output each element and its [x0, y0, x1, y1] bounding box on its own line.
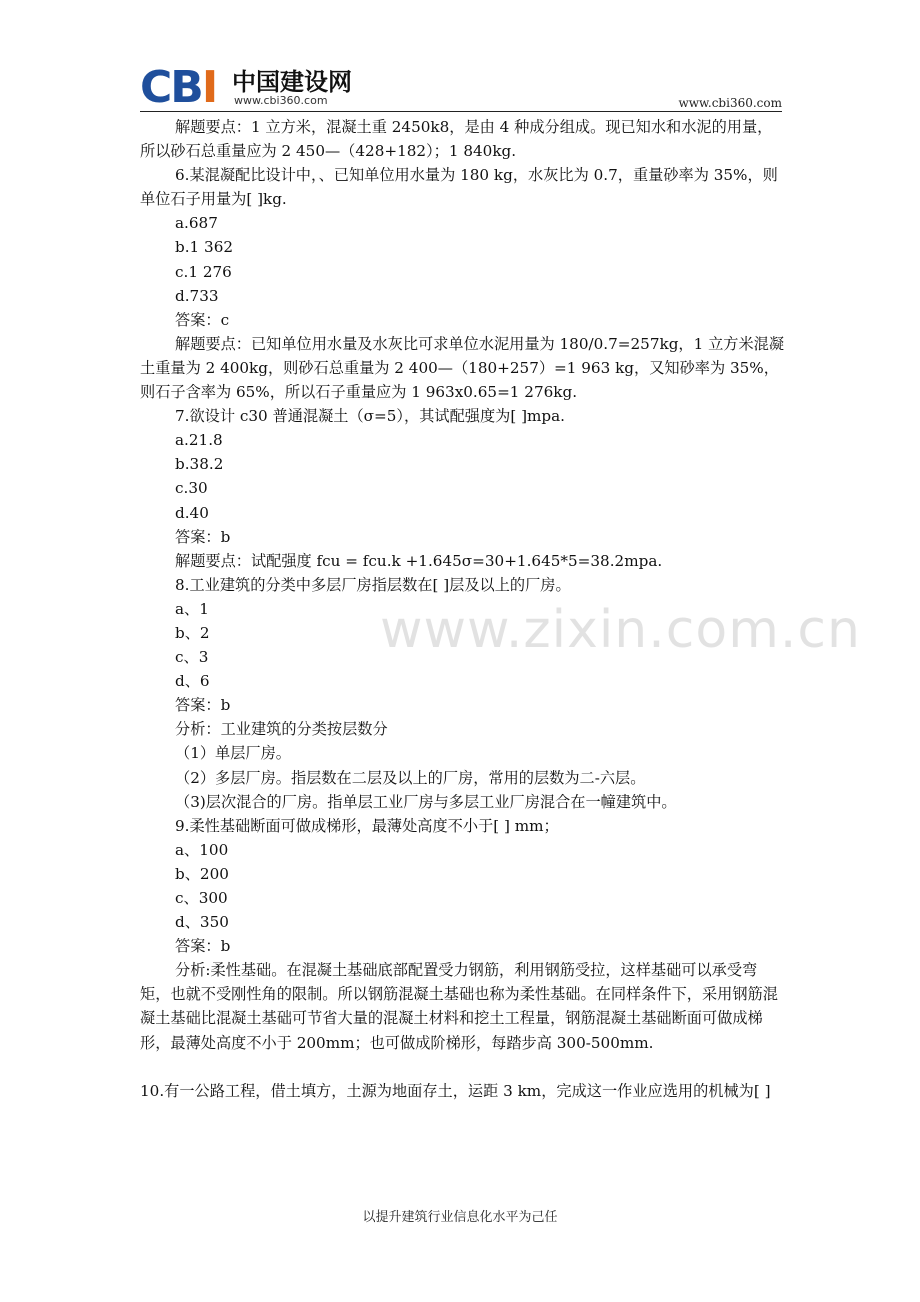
logo-cbi-letters	[140, 62, 217, 113]
option-line: d、6	[175, 672, 210, 691]
option-line: c、3	[175, 648, 209, 667]
answer-line: 答案：b	[175, 527, 231, 546]
text-line: 解题要点：1 立方米，混凝土重 2450k8，是由 4 种成分组成。现已知水和水泥的用量，所以砂石总重量应为 2 450—（428+182）；1 840kg.	[140, 118, 773, 161]
explanation-text: 解题要点：已知单位用水量及水灰比可求单位水泥用量为 180/0.7=257kg，1 立方米混凝土重量为 2 400kg，则砂石总重量为 2 400—（180+257）=1 963 kg，又知砂率为 35%，则石子含率为 65%，所以石子重量应为 1 963x0.65=1 276kg.	[140, 334, 785, 402]
option-line: b.1 362	[175, 238, 234, 257]
logo-letter-i: I	[201, 62, 217, 113]
question-8: 8.工业建筑的分类中多层厂房指层数在[ ]层及以上的厂房。	[175, 575, 571, 594]
option-line: b、2	[175, 623, 210, 642]
option-line: b.38.2	[175, 455, 224, 474]
option-line: d、350	[175, 913, 229, 932]
logo-letter-b: B	[170, 62, 202, 113]
option-line: a.687	[175, 214, 218, 233]
analysis-text: 分析:柔性基础。在混凝土基础底部配置受力钢筋，利用钢筋受拉，这样基础可以承受弯矩，也就不受刚性角的限制。所以钢筋混凝土基础也称为柔性基础。在同样条件下，采用钢筋混凝土基础比混凝土基础可节省大量的混凝土材料和挖土工程量，钢筋混凝土基础断面可做成梯形，最薄处高度不小于 200mm；也可做成阶梯形，每踏步高 300-500mm.	[140, 961, 778, 1052]
header-divider	[140, 111, 782, 112]
analysis-text: 分析：工业建筑的分类按层数分	[175, 720, 388, 739]
option-line: c、300	[175, 889, 228, 907]
watermark: www.zixin.com.cn	[380, 600, 861, 660]
option-line: a.21.8	[175, 431, 223, 450]
option-line: d.733	[175, 286, 219, 305]
option-line: c.30	[175, 479, 208, 498]
page-header	[140, 62, 782, 113]
analysis-item: （2）多层厂房。指层数在二层及以上的厂房，常用的层数为二-六层。	[175, 768, 646, 787]
answer-line: 答案：c	[175, 310, 230, 329]
logo-url: www.cbi360.com	[234, 94, 328, 107]
document-body	[140, 115, 785, 1103]
page-footer: 以提升建筑行业信息化水平为己任	[362, 1210, 558, 1225]
explanation-text: 解题要点：试配强度 fcu = fcu.k +1.645σ=30+1.645*5=38.2mpa.	[175, 551, 663, 570]
option-line: a、1	[175, 599, 209, 618]
logo-site-name: 中国建设网	[232, 68, 352, 96]
header-url-link[interactable]: www.cbi360.com	[678, 96, 782, 110]
paragraph-gap	[140, 1055, 785, 1079]
question-7: 7.欲设计 c30 普通混凝土（σ=5），其试配强度为[ ]mpa.	[175, 407, 566, 426]
logo-letter-c: C	[140, 62, 171, 113]
option-line: d.40	[175, 503, 209, 522]
question-6: 6.某混凝配比设计中，、已知单位用水量为 180 kg，水灰比为 0.7，重量砂率为 35%，则单位石子用量为[ ]kg.	[140, 166, 778, 209]
question-10: 10.有一公路工程，借土填方，土源为地面存土，运距 3 km，完成这一作业应选用的机械为[ ]	[140, 1081, 771, 1100]
analysis-item: （3)层次混合的厂房。指单层工业厂房与多层工业厂房混合在一幢建筑中。	[175, 792, 677, 811]
question-9: 9.柔性基础断面可做成梯形，最薄处高度不小于[ ] mm；	[175, 816, 559, 835]
answer-line: 答案：b	[175, 696, 231, 715]
option-line: c.1 276	[175, 262, 232, 281]
option-line: a、100	[175, 840, 229, 859]
analysis-item: （1）单层厂房。	[175, 744, 291, 763]
option-line: b、200	[175, 864, 229, 883]
answer-line: 答案：b	[175, 937, 231, 956]
